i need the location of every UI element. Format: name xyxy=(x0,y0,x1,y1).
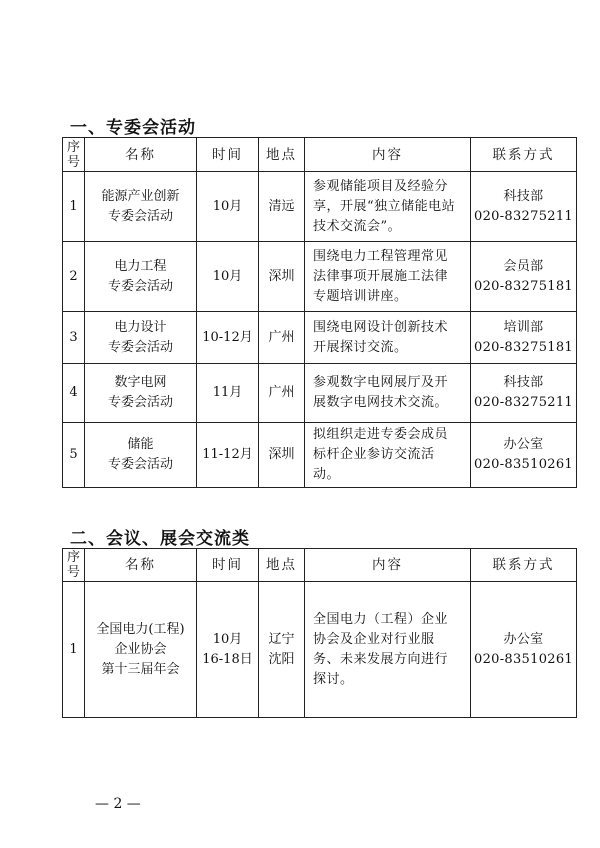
section-title-2: 二、会议、展会交流类 xyxy=(70,529,250,549)
cell-time xyxy=(197,423,259,488)
cell-line: 参观数字电网展厅及开 xyxy=(313,375,449,390)
cell-name xyxy=(85,364,197,423)
meeting-table xyxy=(62,548,577,718)
cell-line: 10月 xyxy=(212,631,243,647)
cell-line: 科技部 xyxy=(503,188,544,204)
cell-line: 围绕电力工程管理常见 xyxy=(313,248,449,264)
header-name: 名称 xyxy=(85,138,197,172)
cell-contact xyxy=(471,172,577,242)
cell-line: 专委会活动 xyxy=(107,395,173,410)
cell-content xyxy=(305,423,471,488)
cell-line: 广州 xyxy=(268,329,295,345)
cell-place xyxy=(259,242,305,312)
cell-line: 专委会活动 xyxy=(107,457,173,472)
table-header-row xyxy=(63,138,577,172)
activity-table xyxy=(62,137,577,488)
cell-line: 电力工程 xyxy=(114,258,167,274)
cell-line: 企业协会 xyxy=(114,641,167,657)
cell-place xyxy=(259,172,305,242)
cell-line: 广州 xyxy=(268,385,295,400)
table-row xyxy=(63,582,577,718)
table-row xyxy=(63,312,577,364)
cell-name xyxy=(85,312,197,364)
cell-content xyxy=(305,172,471,242)
cell-line: 10月 xyxy=(212,268,243,284)
cell-line: 数字电网 xyxy=(114,375,167,390)
cell-line: 展数字电网技术交流。 xyxy=(313,395,449,410)
cell-place xyxy=(259,423,305,488)
cell-line: 动。 xyxy=(313,467,341,482)
cell-line: 技术交流会”。 xyxy=(313,218,402,234)
cell-seq: 1 xyxy=(63,582,85,718)
cell-line: 10-12月 xyxy=(202,329,253,345)
cell-line: 拟组织走进专委会成员 xyxy=(313,427,449,442)
cell-place xyxy=(259,582,305,718)
cell-line: 深圳 xyxy=(268,268,295,284)
cell-content xyxy=(305,582,471,718)
cell-line: 11月 xyxy=(212,385,243,400)
header-seq: 序号 xyxy=(63,549,85,582)
header-place: 地点 xyxy=(259,549,305,582)
cell-line: 清远 xyxy=(268,198,295,214)
table-row xyxy=(63,242,577,312)
cell-line: 培训部 xyxy=(503,319,544,335)
cell-time xyxy=(197,364,259,423)
cell-line: 专题培训讲座。 xyxy=(313,288,408,304)
cell-line: 020-83275211 xyxy=(474,208,573,224)
cell-line: 020-83275211 xyxy=(474,395,573,410)
cell-line: 020-83510261 xyxy=(474,457,573,472)
header-content: 内容 xyxy=(305,138,471,172)
header-name: 名称 xyxy=(85,549,197,582)
cell-seq: 3 xyxy=(63,312,85,364)
cell-line: 专委会活动 xyxy=(107,208,173,224)
cell-line: 020-83275181 xyxy=(474,278,573,294)
cell-line: 办公室 xyxy=(503,437,544,452)
cell-line: 能源产业创新 xyxy=(101,188,180,204)
cell-line: 16-18日 xyxy=(202,651,253,667)
page-number: — 2 — xyxy=(95,796,141,812)
cell-time xyxy=(197,242,259,312)
table-row xyxy=(63,364,577,423)
cell-line: 会员部 xyxy=(503,258,544,274)
cell-line: 020-83275181 xyxy=(474,339,573,355)
cell-line: 全国电力(工程) xyxy=(96,621,185,637)
cell-time xyxy=(197,582,259,718)
cell-line: 法律事项开展施工法律 xyxy=(313,268,449,284)
cell-line: 务、未来发展方向进行 xyxy=(313,651,449,667)
cell-line: 开展探讨交流。 xyxy=(313,339,408,355)
header-time: 时间 xyxy=(197,549,259,582)
cell-place xyxy=(259,364,305,423)
cell-contact xyxy=(471,364,577,423)
section-title-1: 一、专委会活动 xyxy=(70,118,196,138)
cell-content xyxy=(305,312,471,364)
cell-line: 10月 xyxy=(212,198,243,214)
cell-name xyxy=(85,242,197,312)
cell-line: 020-83510261 xyxy=(474,651,573,667)
cell-line: 全国电力（工程）企业 xyxy=(313,611,449,627)
header-time: 时间 xyxy=(197,138,259,172)
table-row xyxy=(63,172,577,242)
cell-content xyxy=(305,242,471,312)
cell-line: 第十三届年会 xyxy=(101,661,180,677)
cell-contact xyxy=(471,242,577,312)
cell-contact xyxy=(471,312,577,364)
cell-contact xyxy=(471,582,577,718)
cell-line: 深圳 xyxy=(268,447,295,462)
cell-time xyxy=(197,172,259,242)
cell-seq: 1 xyxy=(63,172,85,242)
cell-line: 科技部 xyxy=(503,375,544,390)
cell-name xyxy=(85,582,197,718)
cell-seq: 5 xyxy=(63,423,85,488)
cell-line: 参观储能项目及经验分 xyxy=(313,178,449,194)
header-contact: 联系方式 xyxy=(471,549,577,582)
cell-time xyxy=(197,312,259,364)
cell-line: 标杆企业参访交流活 xyxy=(313,447,435,462)
table-row xyxy=(63,423,577,488)
cell-line: 办公室 xyxy=(503,631,544,647)
header-place: 地点 xyxy=(259,138,305,172)
table-header-row xyxy=(63,549,577,582)
cell-name xyxy=(85,172,197,242)
cell-seq: 2 xyxy=(63,242,85,312)
cell-line: 专委会活动 xyxy=(107,278,173,294)
cell-place xyxy=(259,312,305,364)
cell-line: 专委会活动 xyxy=(107,339,173,355)
cell-line: 探讨。 xyxy=(313,671,354,687)
header-content: 内容 xyxy=(305,549,471,582)
cell-line: 11-12月 xyxy=(202,447,253,462)
cell-line: 储能 xyxy=(127,437,154,452)
cell-content xyxy=(305,364,471,423)
cell-contact xyxy=(471,423,577,488)
cell-line: 享，开展“独立储能电站 xyxy=(313,198,456,214)
cell-line: 协会及企业对行业服 xyxy=(313,631,435,647)
cell-line: 沈阳 xyxy=(268,651,295,667)
header-seq: 序号 xyxy=(63,138,85,172)
header-contact: 联系方式 xyxy=(471,138,577,172)
cell-seq: 4 xyxy=(63,364,85,423)
cell-line: 围绕电网设计创新技术 xyxy=(313,319,449,335)
cell-line: 电力设计 xyxy=(114,319,167,335)
cell-name xyxy=(85,423,197,488)
cell-line: 辽宁 xyxy=(268,631,295,647)
